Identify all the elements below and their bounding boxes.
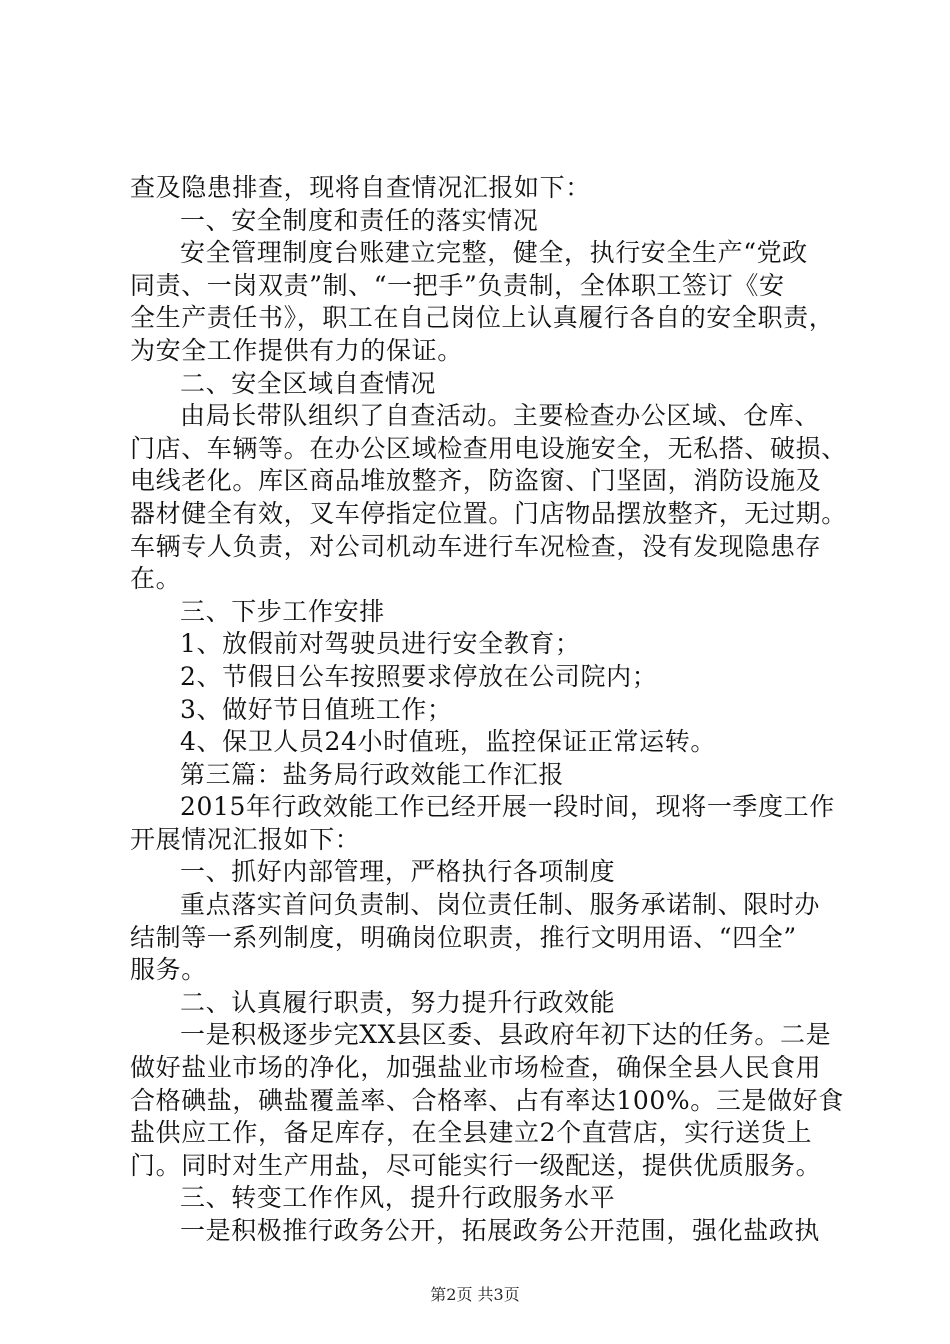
text-line: 结制等一系列制度，明确岗位职责，推行文明用语、“四全” (130, 922, 797, 952)
text-line: 4、保卫人员24小时值班，监控保证正常运转。 (180, 727, 716, 757)
text-line: 安全管理制度台账建立完整，健全，执行安全生产“党政 (180, 238, 808, 268)
text-line: 查及隐患排查，现将自查情况汇报如下： (130, 173, 591, 202)
text-line: 同责、一岗双责”制、“一把手”负责制，全体职工签订《安 (130, 270, 785, 300)
text-line: 第三篇：盐务局行政效能工作汇报 (180, 759, 565, 789)
document-body (130, 172, 847, 1248)
text-line: 车辆专人负责，对公司机动车进行车况检查，没有发现隐患存 (130, 531, 822, 561)
text-line: 由局长带队组织了自查活动。主要检查办公区域、仓库、 (180, 401, 821, 431)
text-line: 重点落实首问负责制、岗位责任制、服务承诺制、限时办 (180, 890, 821, 920)
text-line: 全生产责任书》，职工在自己岗位上认真履行各自的安全职责， (130, 303, 835, 333)
text-line: 一、安全制度和责任的落实情况 (180, 205, 539, 235)
text-line: 1、放假前对驾驶员进行安全教育； (180, 629, 581, 659)
page-footer: 第2页 共3页 (430, 1285, 520, 1304)
text-line: 一是积极逐步完XX县区委、县政府年初下达的任务。二是 (180, 1020, 832, 1050)
text-line: 三、转变工作作风，提升行政服务水平 (180, 1183, 616, 1213)
text-line: 2、节假日公车按照要求停放在公司院内； (180, 661, 658, 691)
text-line: 三、下步工作安排 (180, 596, 385, 626)
text-line: 合格碘盐，碘盐覆盖率、合格率、占有率达100%。三是做好食 (130, 1085, 844, 1115)
text-line: 一是积极推行政务公开，拓展政务公开范围，强化盐政执 (180, 1216, 821, 1245)
text-line: 盐供应工作，备足库存，在全县建立2个直营店，实行送货上 (130, 1118, 813, 1148)
text-line: 3、做好节日值班工作； (180, 694, 453, 724)
text-line: 做好盐业市场的净化，加强盐业市场检查，确保全县人民食用 (130, 1053, 822, 1083)
text-line: 门店、车辆等。在办公区域检查用电设施安全，无私搭、破损、 (130, 433, 847, 463)
text-line: 器材健全有效，叉车停指定位置。门店物品摆放整齐，无过期。 (130, 498, 847, 528)
text-line: 电线老化。库区商品堆放整齐，防盗窗、门坚固，消防设施及 (130, 466, 822, 496)
text-line: 门。同时对生产用盐，尽可能实行一级配送，提供优质服务。 (130, 1150, 822, 1180)
text-line: 开展情况汇报如下： (130, 824, 361, 854)
text-line: 在。 (130, 564, 182, 594)
text-line: 二、认真履行职责，努力提升行政效能 (180, 987, 616, 1017)
text-line: 2015年行政效能工作已经开展一段时间，现将一季度工作 (180, 792, 835, 822)
text-line: 二、安全区域自查情况 (180, 368, 437, 398)
text-line: 一、抓好内部管理，严格执行各项制度 (180, 857, 616, 887)
text-line: 为安全工作提供有力的保证。 (130, 335, 463, 365)
text-line: 服务。 (130, 955, 207, 985)
